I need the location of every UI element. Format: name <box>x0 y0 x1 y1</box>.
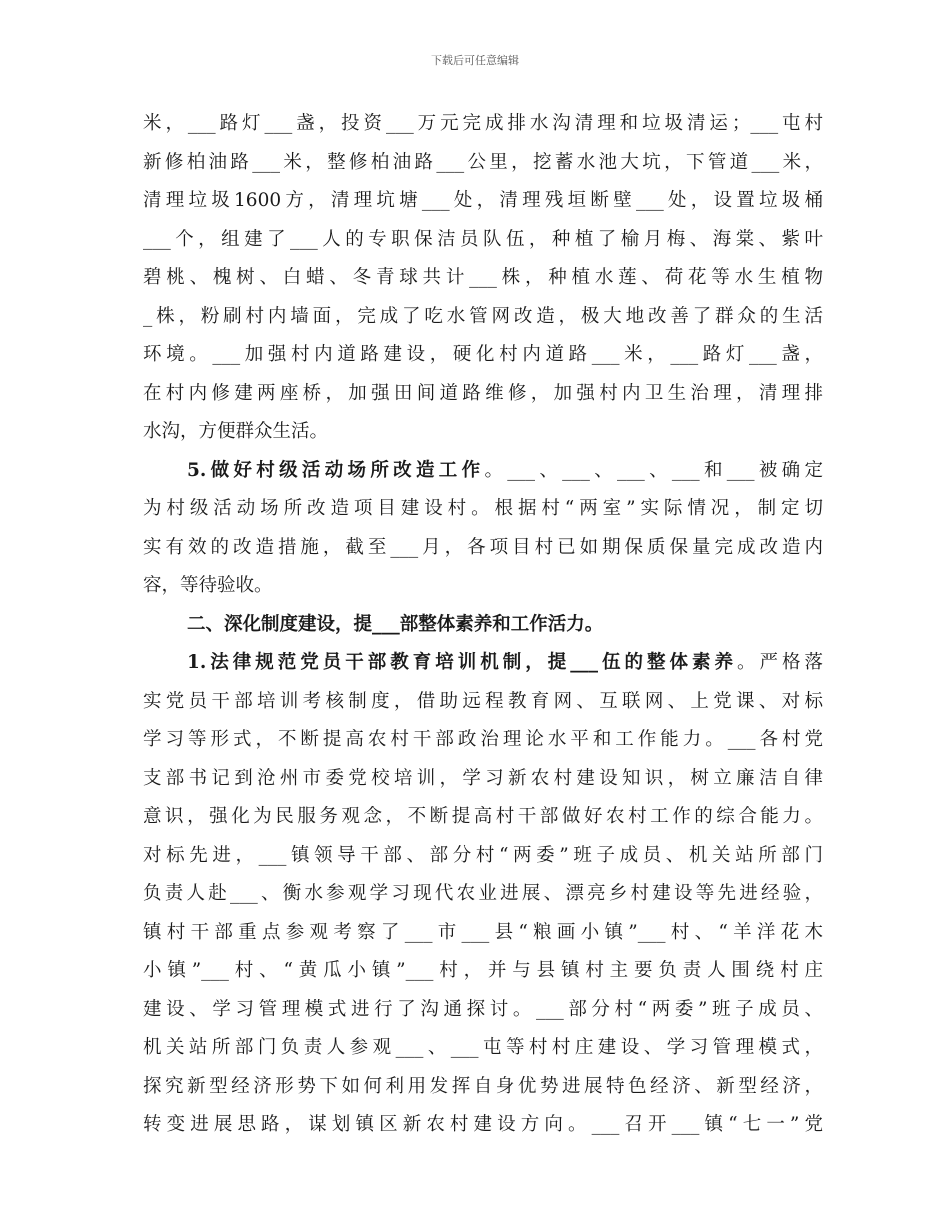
p3-line-7: 负责人赴___、衡水参观学习现代农业进展、漂亮乡村建设等先进经验， <box>143 883 823 904</box>
p3-line-6: 对标先进，___镇领导干部、部分村“两委”班子成员、机关站所部门 <box>143 845 823 866</box>
p2-first-line <box>187 459 823 483</box>
p3-first-line <box>187 651 823 675</box>
p3-line-9: 小镇”___村、“黄瓜小镇”___村，并与县镇村主要负责人围绕村庄 <box>143 960 823 981</box>
p1-line-2: 新修柏油路___米，整修柏油路___公里，挖蓄水池大坑，下管道___米， <box>143 152 823 173</box>
p3-line-5: 意识，强化为民服务观念，不断提高村干部做好农村工作的综合能力。 <box>143 806 823 827</box>
p1-line-5: 碧桃、槐树、白蜡、冬青球共计___株，种植水莲、荷花等水生植物 <box>143 267 823 288</box>
p2-first-rest: 。___、___、___、___和___被确定 <box>484 460 823 481</box>
p1-line-4: ___个，组建了___人的专职保洁员队伍，种植了榆月梅、海棠、紫叶 <box>143 229 823 250</box>
p1-line-9: 水沟，方便群众生活。 <box>143 421 329 442</box>
p2-bold-lead: 5.做好村级活动场所改造工作 <box>187 460 485 481</box>
p3-line-8: 镇村干部重点参观考察了___市___县“粮画小镇”___村、“羊洋花木 <box>143 922 823 943</box>
p3-bold-lead: 1.法律规范党员干部教育培训机制，提___伍的整体素养 <box>187 652 737 673</box>
p1-line-3: 清理垃圾1600方，清理坑塘___处，清理残垣断壁___处，设置垃圾桶 <box>143 190 823 211</box>
p3-line-13: 转变进展思路，谋划镇区新农村建设方向。___召开___镇“七一”党 <box>143 1114 823 1135</box>
page-header-note: 下载后可任意编辑 <box>431 54 519 67</box>
p3-line-3: 学习等形式，不断提高农村干部政治理论水平和工作能力。___各村党 <box>143 729 823 750</box>
p1-line-1: 米，___路灯___盏，投资___万元完成排水沟清理和垃圾清运；___屯村 <box>143 113 823 134</box>
p3-first-rest: 。严格落 <box>736 652 823 673</box>
p1-line-8: 在村内修建两座桥，加强田间道路维修，加强村内卫生治理，清理排 <box>143 383 823 404</box>
p3-line-12: 探究新型经济形势下如何利用发挥自身优势进展特色经济、新型经济， <box>143 1076 823 1097</box>
p3-line-10: 建设、学习管理模式进行了沟通探讨。___部分村“两委”班子成员、 <box>143 999 823 1020</box>
section-heading-2: 二、深化制度建设，提___部整体素养和工作活力。 <box>187 614 604 635</box>
p3-line-2: 实党员干部培训考核制度，借助远程教育网、互联网、上党课、对标 <box>143 691 823 712</box>
p2-line-4: 容，等待验收。 <box>143 575 273 596</box>
p3-line-11: 机关站所部门负责人参观___、___屯等村村庄建设、学习管理模式， <box>143 1037 823 1058</box>
p2-line-2: 为村级活动场所改造项目建设村。根据村“两室”实际情况，制定切 <box>143 498 823 519</box>
p1-line-7: 环境。___加强村内道路建设，硬化村内道路___米，___路灯___盏， <box>143 344 823 365</box>
p1-line-6: _株，粉刷村内墙面，完成了吃水管网改造，极大地改善了群众的生活 <box>143 306 823 327</box>
p3-line-4: 支部书记到沧州市委党校培训，学习新农村建设知识，树立廉洁自律 <box>143 768 823 789</box>
p2-line-3: 实有效的改造措施，截至___月，各项目村已如期保质保量完成改造内 <box>143 537 823 558</box>
